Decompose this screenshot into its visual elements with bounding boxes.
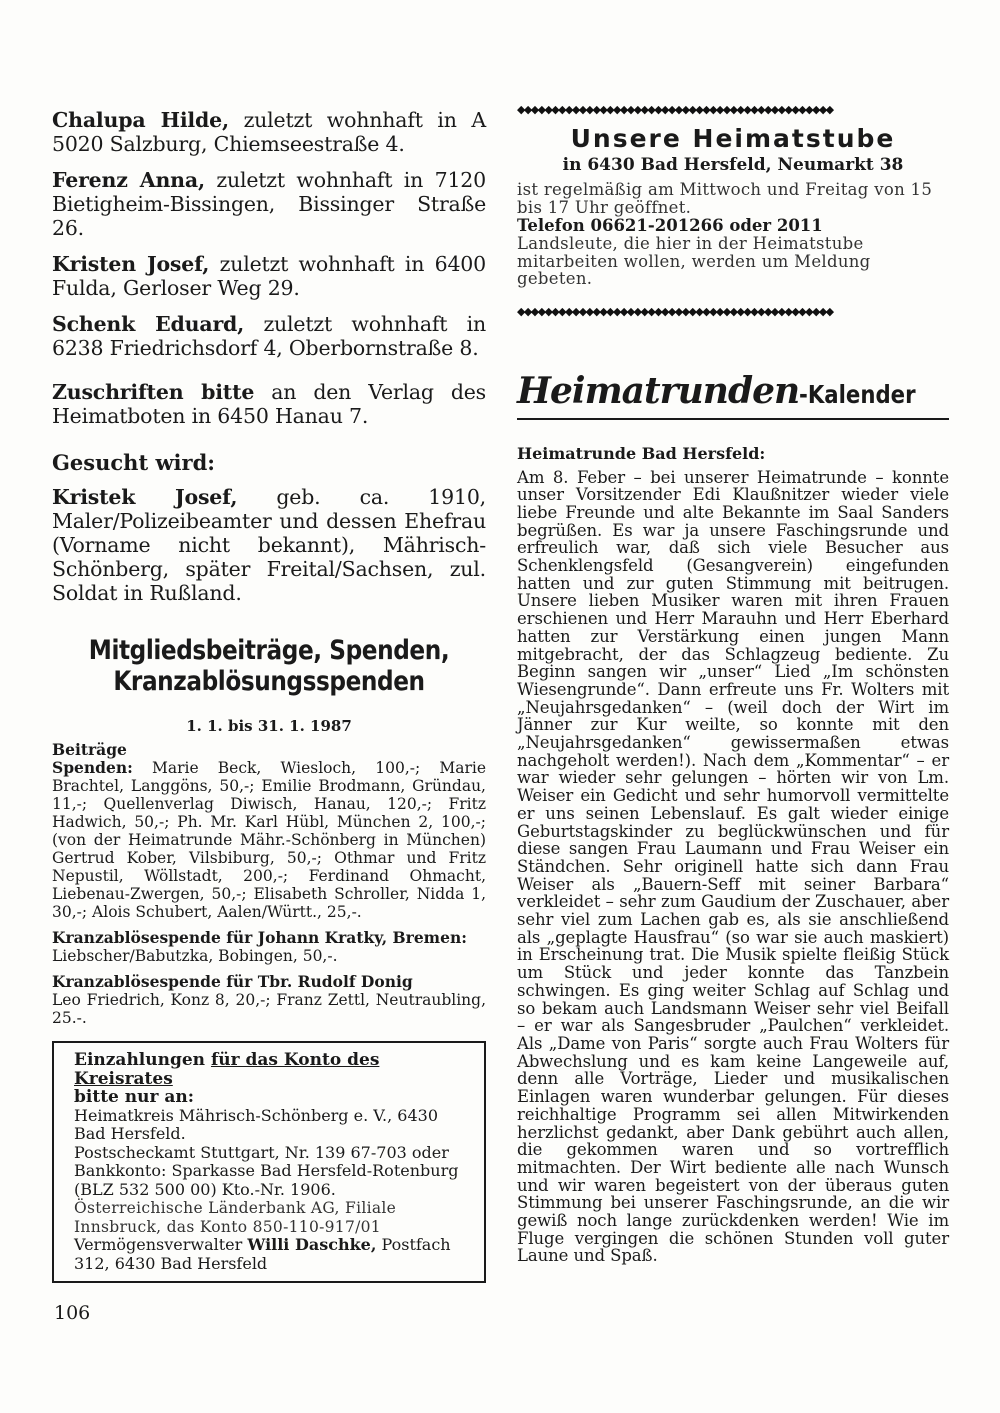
spenden-list: Spenden: Marie Beck, Wiesloch, 100,-; Marie Brachtel, Langgöns, 50,-; Emilie Brodmann, Gründau, 11,-; Quellenverlag Diwisch, Hanau, 120,-; Fritz Hadwich, 50,-; Ph. Mr. Karl Hübl, München 2, 100,-; (von der Heimatrunde Mähr.-Schönberg in München) Gertrud Kober, Vilsbiburg, 50,-; Othmar und Fritz Nepustil, Wöllstadt, 200,-; Ferdinand Ohmacht, Liebenau-Zwergen, 50,-; Elisabeth Schroller, Nidda 1, 30,-; Alois Schubert, Aalen/Württ., 25,-. (52, 758, 486, 921)
box-line: Postscheckamt Stuttgart, Nr. 139 67-703 oder Bankkonto: Sparkasse Bad Hersfeld-Rotenburg (BLZ 532 500 00) Kto.-Nr. 1906. (74, 1142, 459, 1199)
left-column (52, 108, 486, 1283)
calendar-title: Heimatrunden-Kalender (517, 369, 916, 412)
date-range: 1. 1. bis 31. 1. 1987 (186, 717, 352, 735)
title-rule (517, 418, 949, 420)
box-line: Vermögensverwalter Willi Daschke, Postfach 312, 6430 Bad Hersfeld (74, 1235, 451, 1273)
beitraege-label: Beiträge (52, 740, 127, 759)
right-column (517, 104, 949, 1265)
round-heading: Heimatrunde Bad Hersfeld: (517, 443, 766, 463)
person-entry: Kristen Josef, zuletzt wohnhaft in 6400 Fulda, Gerloser Weg 29. (52, 252, 486, 300)
heimatstube-phone: Telefon 06621-201266 oder 2011 (517, 216, 823, 235)
zuschriften-note: Zuschriften bitte an den Verlag des Heimatboten in 6450 Hanau 7. (52, 380, 486, 428)
donig-text: Leo Friedrich, Konz 8, 20,-; Franz Zettl, Neutraubling, 25.-. (52, 991, 486, 1027)
person-entry: Ferenz Anna, zuletzt wohnhaft in 7120 Bietigheim-Bissingen, Bissinger Straße 26. (52, 168, 486, 240)
round-report: Am 8. Feber – bei unserer Heimatrunde – konnte unser Vorsitzender Edi Klaußnitzer wieder viele liebe Freunde und alte Bekannte im Saal Sanders begrüßen. Es war ja unsere Faschingsrunde und erfreulich war, daß sich viele Besucher aus Schenklengsfeld (Gesangverein) eingefunden hatten und zur guten Stimmung mit beitrugen. Unsere lieben Musiker waren mit ihren Frauen erschienen und Herr Marauhn und Herr Eberhard hatten zur Verstärkung einen jungen Mann mitgebracht, der das Schlagzeug bediente. Zu Beginn sangen wir „unser“ Lied „Im schönsten Wiesengrunde“. Dann erfreute uns Fr. Wolters mit „Neujahrsgedanken“ – (weil doch der Wirt im Jänner zur Kur weilte, so konnte mit den „Neujahrsgedanken“ gewissermaßen etwas nachgeholt werden!). Nach dem „Kommentar“ – er war wieder sehr gelungen – hörten wir von Lm. Weiser ein Gedicht und sehr humorvoll vermittelte er uns seinen Lebenslauf. Es galt wieder einige Geburtstagskinder zu beglückwünschen und für diese sangen Frau Laumann und Frau Weiser ein Ständchen. Sehr originell hatte sich dann Frau Weiser als „Bauern-Seff mit seiner Barbara“ verkleidet – sehr zum Gaudium der Zuschauer, aber sehr viel zum Lachen gab es, als sie anschließend als „geplagte Hausfrau“ (so war sie auch maskiert) in Erscheinung trat. Die Musik spielte fleißig Stück um Stück und jeder konnte das Tanzbein schwingen. Es ging weiter Schlag auf Schlag und so bekam auch Landsmann Weiser sehr viel Beifall – er war als Sangesbruder „Paulchen“ verkleidet. Als „Dame von Paris“ sorgte auch Frau Wolters für Abwechslung und es kam keine Langeweile auf, denn alle Vorträge, Lieder und musikalischen Einlagen waren wunderbar gelungen. Für dieses reichhaltige Programm sei allen Mitwirkenden herzlichst gedankt, aber Dank gebührt auch allen, die gekommen waren und so vortrefflich mitmachten. Der Wirt bediente alle nach Wunsch und wir waren begeistert von der überaus guten Stimmung bei unserer Faschingsrunde, an die wir gewiß noch lange zurückdenken werden! Wie im Fluge vergingen die schönen Stunden voll guter Laune und Spaß. (517, 467, 949, 1266)
person-entry: Chalupa Hilde, zuletzt wohnhaft in A 5020 Salzburg, Chiemseestraße 4. (52, 108, 486, 156)
donig-heading: Kranzablösespende für Tbr. Rudolf Donig (52, 972, 413, 991)
gesucht-entry: Kristek Josef, geb. ca. 1910, Maler/Polizeibeamter und dessen Ehefrau (Vorname nicht bekannt), Mährisch-Schönberg, später Freital/Sachsen, zul. Soldat in Rußland. (52, 485, 486, 605)
donations-title: Mitgliedsbeiträge, Spenden, Kranzablösungsspenden (88, 635, 450, 697)
heimatstube-note: Landsleute, die hier in der Heimatstube mitarbeiten wollen, werden um Meldung gebeten. (517, 234, 871, 288)
heimatstube-title: Unsere Heimatstube (570, 124, 896, 153)
payment-info-box: Einzahlungen für das Konto des Kreisrates bitte nur an: Heimatkreis Mährisch-Schönberg e. V., 6430 Bad Hersfeld. Postscheckamt Stuttgart, Nr. 139 67-703 oder Bankkonto: Sparkasse Bad Hersfeld-Rotenburg (BLZ 532 500 00) Kto.-Nr. 1906. Österreichische Länderbank AG, Filiale Innsbruck, das Konto 850-110-917/01 Vermögensverwalter Willi Daschke, Postfach 312, 6430 Bad Hersfeld (52, 1041, 486, 1283)
diamond-border-bottom: ◆◆◆◆◆◆◆◆◆◆◆◆◆◆◆◆◆◆◆◆◆◆◆◆◆◆◆◆◆◆◆◆◆◆◆◆◆◆◆◆◆◆◆◆◆◆ (517, 305, 833, 318)
person-entry: Schenk Eduard, zuletzt wohnhaft in 6238 Friedrichsdorf 4, Oberbornstraße 8. (52, 312, 486, 360)
box-line: Heimatkreis Mährisch-Schönberg e. V., 6430 Bad Hersfeld. (74, 1105, 439, 1143)
heimatstube-hours: ist regelmäßig am Mittwoch und Freitag von 15 bis 17 Uhr geöffnet. (517, 180, 933, 217)
gesucht-heading: Gesucht wird: (52, 450, 216, 475)
heimatstube-address: in 6430 Bad Hersfeld, Neumarkt 38 (562, 155, 904, 175)
kratky-text: Liebscher/Babutzka, Bobingen, 50,-. (52, 947, 338, 965)
page-number: 106 (54, 1302, 91, 1324)
kratky-heading: Kranzablösespende für Johann Kratky, Bremen: (52, 928, 467, 947)
box-line: Österreichische Länderbank AG, Filiale Innsbruck, das Konto 850-110-917/01 (74, 1199, 397, 1236)
diamond-border-top: ◆◆◆◆◆◆◆◆◆◆◆◆◆◆◆◆◆◆◆◆◆◆◆◆◆◆◆◆◆◆◆◆◆◆◆◆◆◆◆◆◆◆◆◆◆◆ (517, 104, 833, 116)
